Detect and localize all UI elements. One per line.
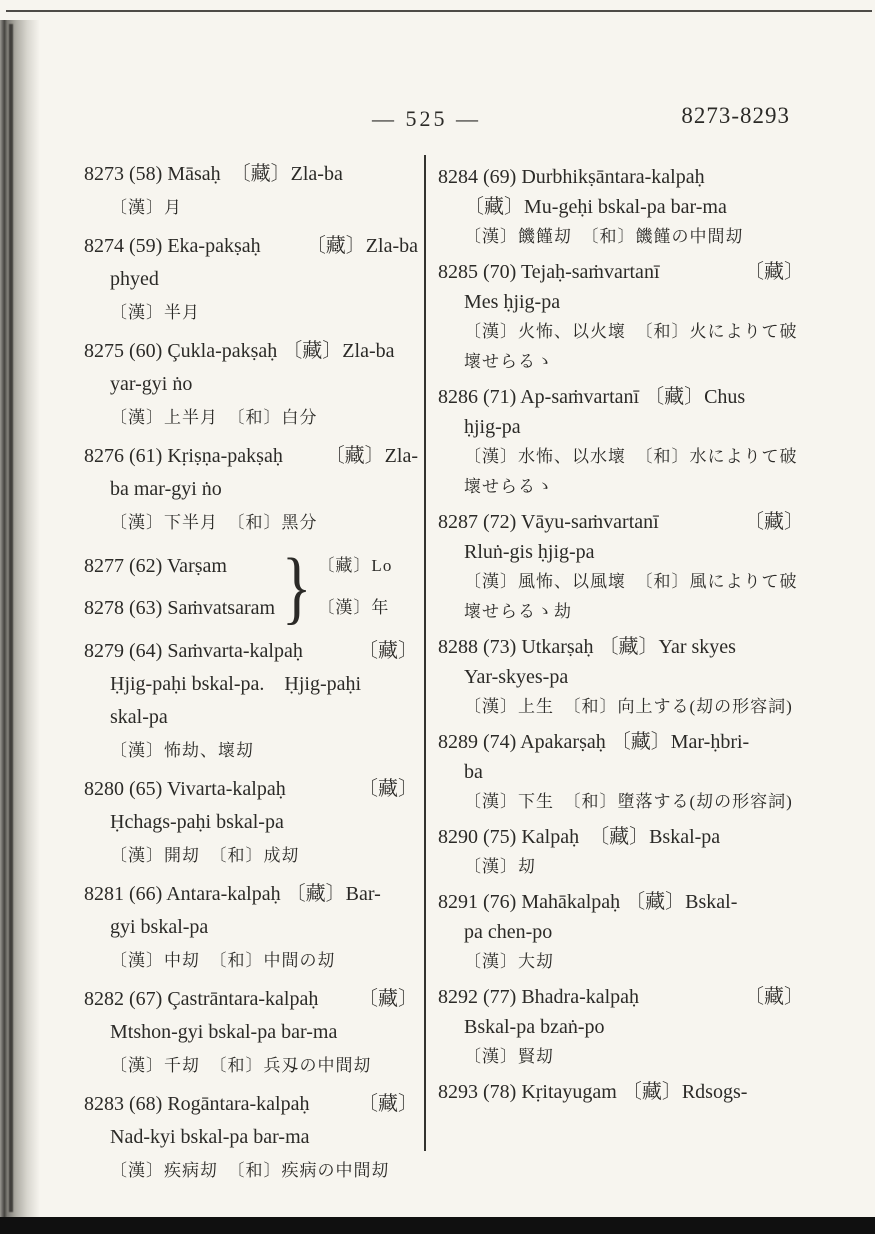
entry (438, 887, 804, 977)
language-marker: 〔藏〕 (358, 640, 418, 662)
entry (438, 507, 804, 627)
entry-line: 8293 (78) Kṛitayugam 〔藏〕Rdsogs- (438, 1081, 748, 1103)
entry-line: 壞せらるゝ (464, 352, 554, 371)
entry-line (84, 440, 418, 473)
entry (438, 822, 804, 882)
entry-line: phyed (110, 268, 159, 290)
entry-line (84, 773, 418, 806)
column-divider (424, 155, 426, 1151)
entry-line: 8289 (74) Apakarṣaḥ 〔藏〕Mar-ḥbri- (438, 731, 750, 753)
entry (438, 727, 804, 817)
entry (438, 382, 804, 502)
brace-left-rows (84, 545, 275, 629)
entry-line: Ḥchags-paḥi bskal-pa (110, 811, 284, 833)
entry-line (84, 230, 418, 263)
entry-line: 〔漢〕大刧 (464, 952, 554, 971)
entry-line-text: 8285 (70) Tejaḥ-saṁvartanī (438, 261, 660, 283)
entry-line: 〔藏〕Mu-geḥi bskal-pa bar-ma (464, 196, 727, 218)
entry-line: pa chen-po (464, 921, 553, 943)
entry-line: 〔漢〕開刧 〔和〕成刧 (110, 846, 300, 865)
binding-gutter-line (9, 24, 13, 1212)
entry (84, 335, 418, 434)
entry-line (438, 982, 804, 1012)
language-marker: 〔藏〕Zla- (324, 445, 418, 467)
entry-line: 8277 (62) Varṣam (84, 555, 227, 577)
entry-line (84, 635, 418, 668)
entry-line: 8278 (63) Saṁvatsaram (84, 597, 276, 619)
entry-line: 〔漢〕下生 〔和〕墮落する(刧の形容詞) (464, 792, 793, 811)
entry-line: 8290 (75) Kalpaḥ 〔藏〕Bskal-pa (438, 826, 721, 848)
entry-line-text: 8276 (61) Kṛiṣṇa-pakṣaḥ (84, 445, 283, 467)
language-marker: 〔藏〕 (744, 261, 804, 283)
entry-line: 〔漢〕刧 (464, 857, 536, 876)
entry-line: Rluṅ-gis ḥjig-pa (464, 541, 595, 563)
entry (84, 1088, 418, 1187)
entry-line: 8273 (58) Māsaḥ 〔藏〕Zla-ba (84, 163, 343, 185)
entry-line (438, 257, 804, 287)
entry (438, 982, 804, 1072)
entry (84, 158, 418, 224)
entry-line: 8275 (60) Çukla-pakṣaḥ 〔藏〕Zla-ba (84, 340, 395, 362)
language-marker: 〔藏〕 (358, 1093, 418, 1115)
binding-shadow (0, 20, 40, 1217)
entry-line: yar-gyi ṅo (110, 373, 193, 395)
entry-line-text: 8279 (64) Saṁvarta-kalpaḥ (84, 640, 303, 662)
entry-line-text: 8283 (68) Rogāntara-kalpaḥ (84, 1093, 310, 1115)
entry-line: ba mar-gyi ṅo (110, 478, 222, 500)
entry-line: 〔漢〕疾病刧 〔和〕疾病の中間刧 (110, 1161, 390, 1180)
entry-line-text: 8280 (65) Vivarta-kalpaḥ (84, 778, 286, 800)
language-marker: 〔藏〕 (744, 511, 804, 533)
entry-line: 〔漢〕上半月 〔和〕白分 (110, 408, 318, 427)
entry (438, 162, 804, 252)
language-marker: 〔藏〕 (744, 986, 804, 1008)
entry-line: 8284 (69) Durbhikṣāntara-kalpaḥ (438, 166, 705, 188)
entry-line: 〔漢〕半月 (110, 303, 200, 322)
language-marker: 〔藏〕 (358, 778, 418, 800)
entry-line (438, 507, 804, 537)
entry-line: 壞せらるゝ劫 (464, 602, 572, 621)
entry-line: gyi bskal-pa (110, 916, 209, 938)
entry-line: 〔漢〕賢刧 (464, 1047, 554, 1066)
entry (438, 1077, 804, 1107)
bottom-scan-bar (0, 1217, 875, 1234)
entry-line: 8286 (71) Ap-saṁvartanī 〔藏〕Chus (438, 386, 746, 408)
entry-line: 〔漢〕下半月 〔和〕黑分 (110, 513, 318, 532)
entry-line: 壞せらるゝ (464, 477, 554, 496)
left-column (84, 158, 418, 1193)
language-marker: 〔藏〕Zla-ba (305, 235, 418, 257)
entry-line: Bskal-pa bzaṅ-po (464, 1016, 605, 1038)
entry (84, 878, 418, 977)
entry-line: Ḥjig-paḥi bskal-pa. Ḥjig-paḥi (110, 673, 362, 695)
entry-line: Yar-skyes-pa (464, 666, 569, 688)
entry-line: ḥjig-pa (464, 416, 521, 438)
entry (84, 635, 418, 767)
entry-line: 〔漢〕怖劫、壞刧 (110, 741, 254, 760)
entry-line: 8291 (76) Mahākalpaḥ 〔藏〕Bskal- (438, 891, 738, 913)
entry-range: 8273-8293 (681, 103, 790, 128)
entry (438, 632, 804, 722)
entry (438, 257, 804, 377)
entry-line-text: 8292 (77) Bhadra-kalpaḥ (438, 986, 640, 1008)
entry-line: ba (464, 761, 483, 783)
entry-line: 〔漢〕月 (110, 198, 182, 217)
entry-line: Nad-kyi bskal-pa bar-ma (110, 1126, 310, 1148)
entry-line (84, 983, 418, 1016)
entry-line: Mes ḥjig-pa (464, 291, 561, 313)
right-column (438, 162, 804, 1112)
brace-glyph: } (281, 541, 312, 632)
entry-line-text: 8282 (67) Çastrāntara-kalpaḥ (84, 988, 319, 1010)
language-marker: 〔藏〕 (358, 988, 418, 1010)
entry-line-text: 8287 (72) Vāyu-saṁvartanī (438, 511, 659, 533)
brace-right-rows (317, 545, 392, 629)
entry-line: 〔藏〕Lo (317, 556, 393, 575)
page-number: — 525 — (372, 106, 481, 131)
entry-line: 〔漢〕火怖、以火壞 〔和〕火によりて破 (464, 322, 798, 341)
brace-entry (84, 541, 418, 632)
entry (84, 440, 418, 539)
entry-line: 〔漢〕饑饉刧 〔和〕饑饉の中間刧 (464, 227, 744, 246)
entry-line: skal-pa (110, 706, 168, 728)
entry-line: 8288 (73) Utkarṣaḥ 〔藏〕Yar skyes (438, 636, 736, 658)
entry-line: 〔漢〕水怖、以水壞 〔和〕水によりて破 (464, 447, 798, 466)
entry-line: 〔漢〕中刧 〔和〕中間の刧 (110, 951, 336, 970)
entry-line: 〔漢〕風怖、以風壞 〔和〕風によりて破 (464, 572, 798, 591)
entry (84, 773, 418, 872)
entry (84, 983, 418, 1082)
entry-line-text: 8274 (59) Eka-pakṣaḥ (84, 235, 261, 257)
entry (84, 230, 418, 329)
entry-line: Mtshon-gyi bskal-pa bar-ma (110, 1021, 338, 1043)
top-rule (6, 10, 872, 12)
entry-line: 8281 (66) Antara-kalpaḥ 〔藏〕Bar- (84, 883, 381, 905)
entry-line: 〔漢〕年 (317, 598, 390, 617)
entry-line: 〔漢〕上生 〔和〕向上する(刧の形容詞) (464, 697, 793, 716)
entry-line: 〔漢〕千刧 〔和〕兵刄の中間刧 (110, 1056, 372, 1075)
entry-line (84, 1088, 418, 1121)
